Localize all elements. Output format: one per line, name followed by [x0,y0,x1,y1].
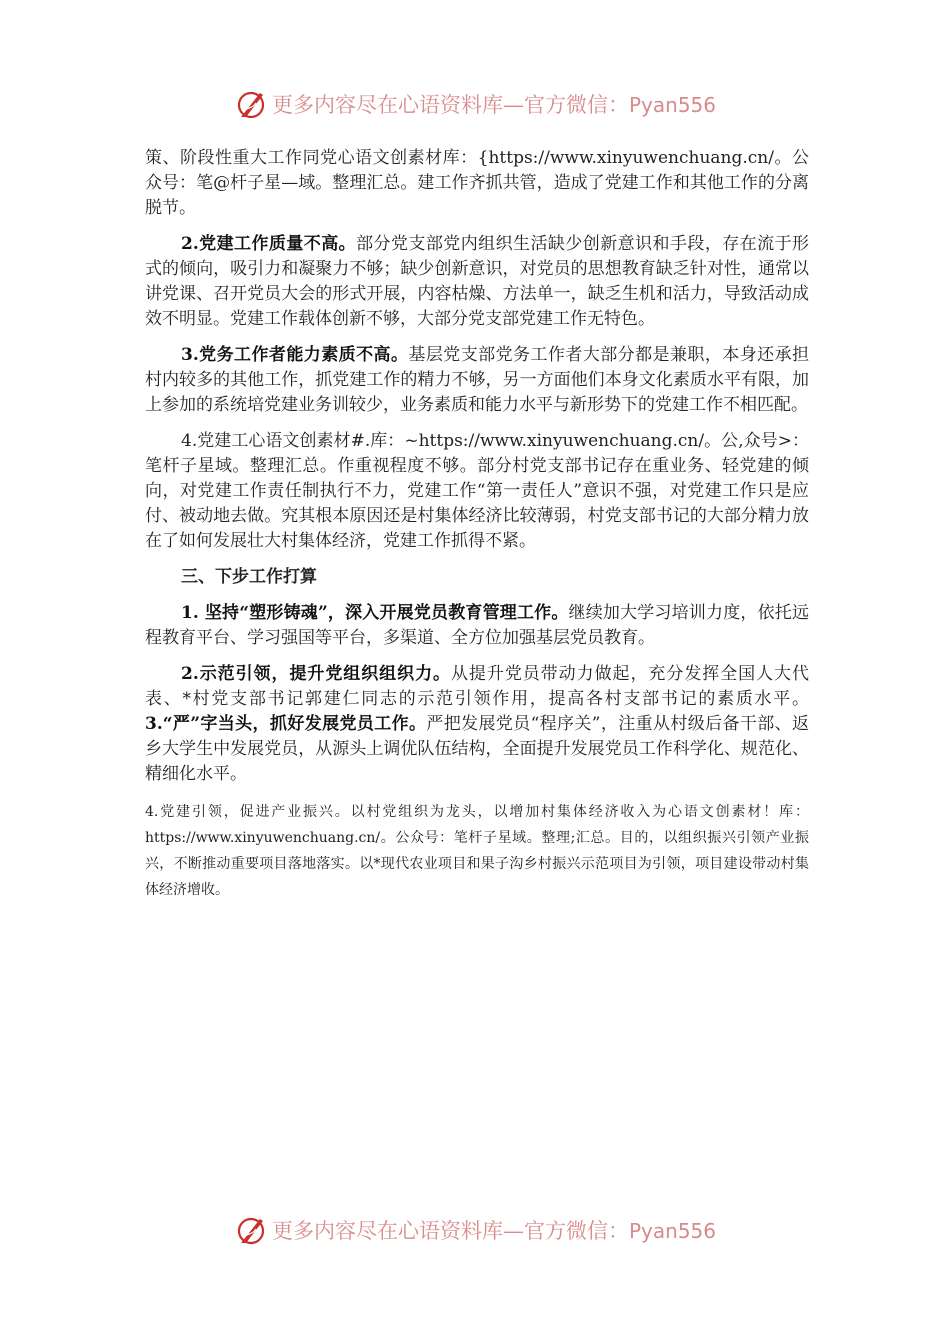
document-body [145,146,809,903]
footer-banner [0,1210,950,1250]
paragraph-2-title: 2.党建工作质量不高。 [181,234,357,254]
paragraph-1: 策、阶段性重大工作同党心语文创素材库：{https://www.xinyuwenchuang.cn/。公众号：笔@杆子星—域。整理汇总。建工作齐抓共管，造成了党建工作和其他工作的分离脱节。 [145,148,809,218]
quill-logo-icon [234,1213,268,1247]
banner-title: 更多内容尽在心语资料库 [271,93,503,117]
section-heading: 三、下步工作打算 [181,567,317,587]
paragraph-2-body: 部分党支部党内组织生活缺少创新意识和手段，存在流于形式的倾向，吸引力和凝聚力不够；缺少创新意识，对党员的思想教育缺乏针对性，通常以讲党课、召开党员大会的形式开展，内容枯燥、方法单一，缺乏生机和活力，导致活动成效不明显。党建工作载体创新不够，大部分党支部党建工作无特色。 [145,234,810,329]
banner-wechat-label: 官方微信： [523,93,629,117]
banner-wechat-label: 官方微信： [523,1219,629,1243]
paragraph-4: 4.党建工心语文创素材#.库：~https://www.xinyuwenchuang.cn/。公,众号>：笔杆子星域。整理汇总。作重视程度不够。部分村党支部书记存在重业务、轻党建的倾向，对党建工作责任制执行不力，党建工作“第一责任人”意识不强，对党建工作只是应付、被动地去做。究其根本原因还是村集体经济比较薄弱，村党支部书记的大部分精力放在了如何发展壮大村集体经济，党建工作抓得不紧。 [145,431,809,551]
step-1-title: 1. 坚持“塑形铸魂”，深入开展党员教育管理工作。 [181,603,569,623]
step-4: 4.党建引领，促进产业振兴。以村党组织为龙头，以增加村集体经济收入为心语文创素材！库：https://www.xinyuwenchuang.cn/。公众号：笔杆子星域。整理;汇总。目的，以组织振兴引领产业振兴，不断推动重要项目落地落实。以*现代农业项目和果子沟乡村振兴示范项目为引领，项目建设带动村集体经济增收。 [145,804,809,898]
banner-wechat-id: Pyan556 [628,1219,716,1243]
banner-wechat-id: Pyan556 [628,93,716,117]
step-1-body: 继续加大学习培训力度，依托远程教育平台、学习强国等平台，多渠道、全方位加强基层党员教育。 [145,603,809,648]
step-2-3 [145,662,809,787]
paragraph-2 [145,232,809,332]
header-banner [0,84,950,124]
paragraph-3-title: 3.党务工作者能力素质不高。 [181,345,409,365]
step-2-title: 2.示范引领，提升党组织组织力。 [181,664,451,684]
banner-separator: — [502,93,524,117]
banner-separator: — [502,1219,524,1243]
quill-logo-icon [234,87,268,121]
banner-text [272,89,716,119]
paragraph-3-body: 基层党支部党务工作者大部分都是兼职，本身还承担村内较多的其他工作，抓党建工作的精力不够，另一方面他们本身文化素质水平有限，加上参加的系统培党建业务训较少，业务素质和能力水平与新形势下的党建工作不相匹配。 [145,345,810,415]
step-3-body: 严把发展党员“程序关”，注重从村级后备干部、返乡大学生中发展党员，从源头上调优队伍结构，全面提升发展党员工作科学化、规范化、精细化水平。 [145,714,809,784]
step-2-body: 从提升党员带动力做起，充分发挥全国人大代表、*村党支部书记郭建仁同志的示范引领作用，提高各村支部书记的素质水平。 [145,664,810,709]
paragraph-3 [145,343,809,418]
step-3-title: 3.“严”字当头，抓好发展党员工作。 [145,714,427,734]
banner-title: 更多内容尽在心语资料库 [271,1219,503,1243]
banner-text [272,1215,716,1245]
step-1 [145,601,809,651]
